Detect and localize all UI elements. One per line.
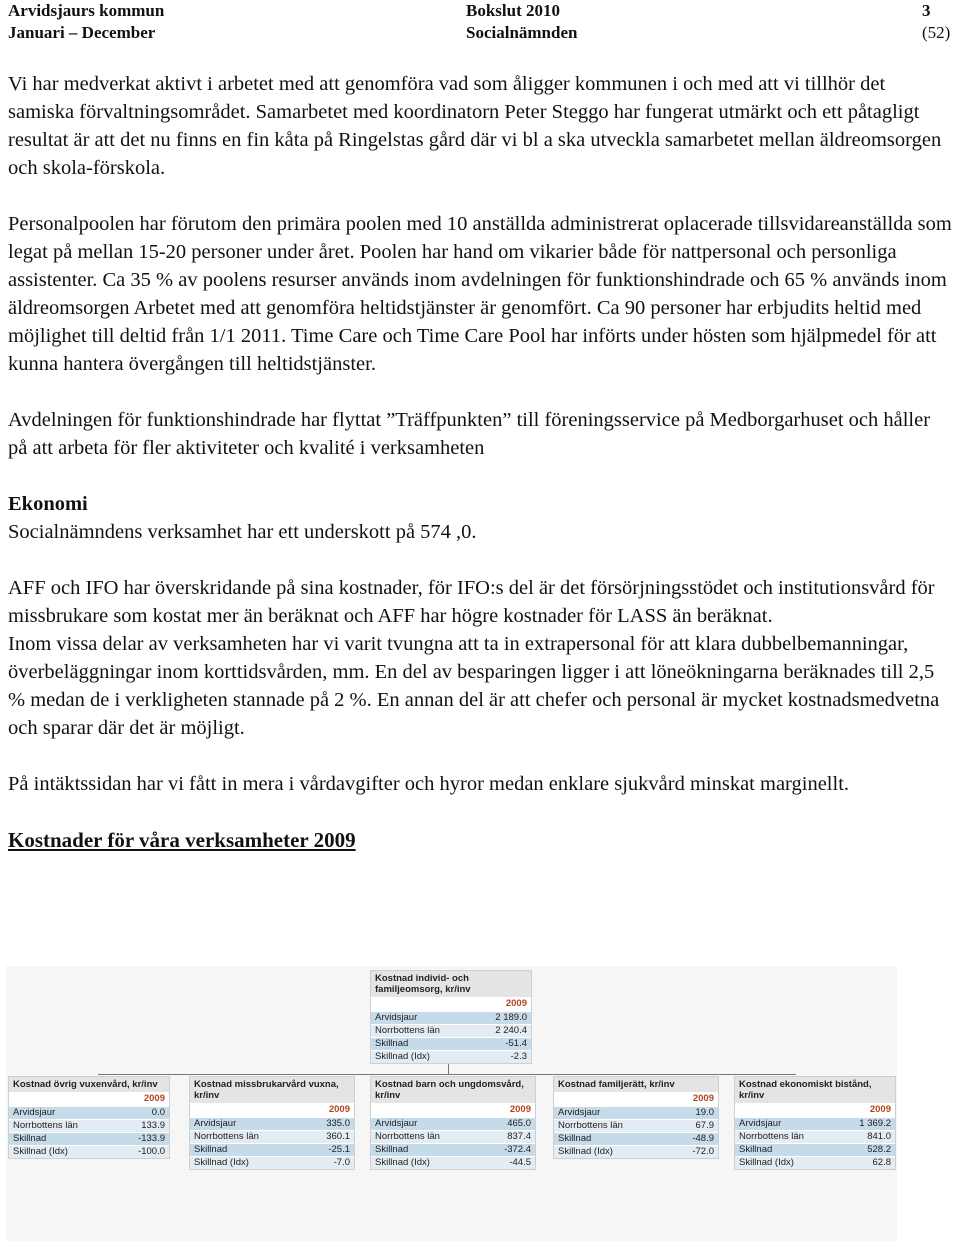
card-row: Arvidsjaur 19.0	[554, 1106, 718, 1119]
paragraph-sami: Vi har medverkat aktivt i arbetet med att genomföra vad som åligger kommunen i och med att vi tillhör det samiska förvaltningsområdet. Samarbetet med koordinatorn Peter Steggo har fungerat utmärkt och ett påtagligt resultat är att det nu finns en fin kåta på Ringelstas gård där vi bl a ska utveckla samarbetet mellan äldreomsorgen och skola-förskola.	[8, 73, 942, 179]
cost-figure	[6, 966, 897, 1241]
card-row: Skillnad -25.1	[190, 1143, 354, 1156]
card-row: Skillnad (Idx) -7.0	[190, 1156, 354, 1169]
card-title: Kostnad familjerätt, kr/inv	[554, 1077, 718, 1092]
card-row: Arvidsjaur 465.0	[371, 1117, 535, 1130]
connector-horizontal	[98, 1074, 796, 1075]
card-row: Skillnad -372.4	[371, 1143, 535, 1156]
card-row: Skillnad -133.9	[9, 1132, 169, 1145]
card-row: Skillnad (Idx) -44.5	[371, 1156, 535, 1169]
paragraph-extrapersonal: Inom vissa delar av verksamheten har vi varit tvungna att ta in extrapersonal för att klara dubbelbemanningar, överbeläggningar inom korttidsvården, mm. En del av besparingen ligger i att löneökningarna beräknades till 2,5 % medan de i verkligheten stannade på 2 %. En annan del är att chefer och personal är mycket kostnadsmedvetna och sparar där det är möjligt.	[8, 633, 940, 739]
card-year: 2009	[509, 1104, 531, 1115]
heading-ekonomi: Ekonomi	[8, 493, 88, 515]
card-year: 2009	[505, 998, 527, 1009]
card-missbrukarvard	[189, 1076, 355, 1170]
paragraph-aff-ifo: AFF och IFO har överskridande på sina kostnader, för IFO:s del är det försörjningsstödet och institutionsvård för missbrukare som kostat mer än beräknat och AFF har högre kostnader för LASS än beräknat.	[8, 577, 935, 627]
page-total: (52)	[922, 23, 951, 42]
card-familjeratt	[553, 1076, 719, 1159]
card-title: Kostnad individ- och familjeomsorg, kr/inv	[371, 971, 531, 997]
header-left	[8, 0, 164, 44]
card-row: Skillnad 528.2	[735, 1143, 895, 1156]
page-current: 3	[922, 1, 931, 20]
card-ekonomiskt-bistand	[734, 1076, 896, 1170]
report-period: Januari – December	[8, 23, 156, 42]
card-row: Arvidsjaur 0.0	[9, 1106, 169, 1119]
card-barn-ungdomsvard	[370, 1076, 536, 1170]
card-year: 2009	[869, 1104, 891, 1115]
card-title: Kostnad barn och ungdomsvård, kr/inv	[371, 1077, 535, 1103]
card-year: 2009	[692, 1093, 714, 1104]
committee-name: Socialnämnden	[466, 23, 578, 42]
card-row: Norrbottens län 2 240.4	[371, 1024, 531, 1037]
card-row: Skillnad (Idx) -100.0	[9, 1145, 169, 1158]
paragraph-personalpool: Personalpoolen har förutom den primära poolen med 10 anställda administrerat oplacerade tillsvidareanställda som legat på mellan 15-20 personer under året. Poolen har hand om vikarier både för nattpersonal och personliga assistenter. Ca 35 % av poolens resurser används inom avdelningen för funktionshindrade och 65 % används inom äldreomsorgen Arbetet med att genomföra heltidstjänster är genomfört. Ca 90 personer har erbjudits heltid med möjlighet till deltid från 1/1 2011. Time Care och Time Care Pool har införts under hösten som hjälpmedel för att kunna hantera övergången till heltidstjänster.	[8, 213, 952, 375]
card-individ-familjeomsorg	[370, 970, 532, 1064]
card-title: Kostnad ekonomiskt bistånd, kr/inv	[735, 1077, 895, 1103]
card-row: Norrbottens län 67.9	[554, 1119, 718, 1132]
org-name: Arvidsjaurs kommun	[8, 1, 165, 20]
card-title: Kostnad missbrukarvård vuxna, kr/inv	[190, 1077, 354, 1103]
card-row: Norrbottens län 133.9	[9, 1119, 169, 1132]
card-year: 2009	[328, 1104, 350, 1115]
card-title: Kostnad övrig vuxenvård, kr/inv	[9, 1077, 169, 1092]
paragraph-traffpunkten: Avdelningen för funktionshindrade har flyttat ”Träffpunkten” till föreningsservice på Medborgarhuset och håller på att arbeta för fler aktiviteter och kvalité i verksamheten	[8, 409, 931, 459]
report-title: Bokslut 2010	[466, 1, 560, 20]
card-row: Skillnad (Idx) 62.8	[735, 1156, 895, 1169]
card-ovrig-vuxenvard	[8, 1076, 170, 1159]
card-row: Skillnad (Idx) -2.3	[371, 1050, 531, 1063]
paragraph-underskott: Socialnämndens verksamhet har ett underskott på 574 ,0.	[8, 521, 477, 543]
card-year: 2009	[143, 1093, 165, 1104]
page-number	[922, 0, 960, 44]
card-row: Norrbottens län 837.4	[371, 1130, 535, 1143]
card-row: Skillnad -48.9	[554, 1132, 718, 1145]
card-row: Skillnad (Idx) -72.0	[554, 1145, 718, 1158]
paragraph-intakter: På intäktssidan har vi fått in mera i vårdavgifter och hyror medan enklare sjukvård minskat marginellt.	[8, 773, 850, 795]
card-row: Skillnad -51.4	[371, 1037, 531, 1050]
card-row: Norrbottens län 841.0	[735, 1130, 895, 1143]
header-center	[466, 0, 577, 44]
card-row: Arvidsjaur 335.0	[190, 1117, 354, 1130]
card-row: Norrbottens län 360.1	[190, 1130, 354, 1143]
document-body	[8, 70, 953, 854]
card-row: Arvidsjaur 2 189.0	[371, 1011, 531, 1024]
card-row: Arvidsjaur 1 369.2	[735, 1117, 895, 1130]
heading-kostnader: Kostnader för våra verksamheter 2009	[8, 828, 356, 852]
